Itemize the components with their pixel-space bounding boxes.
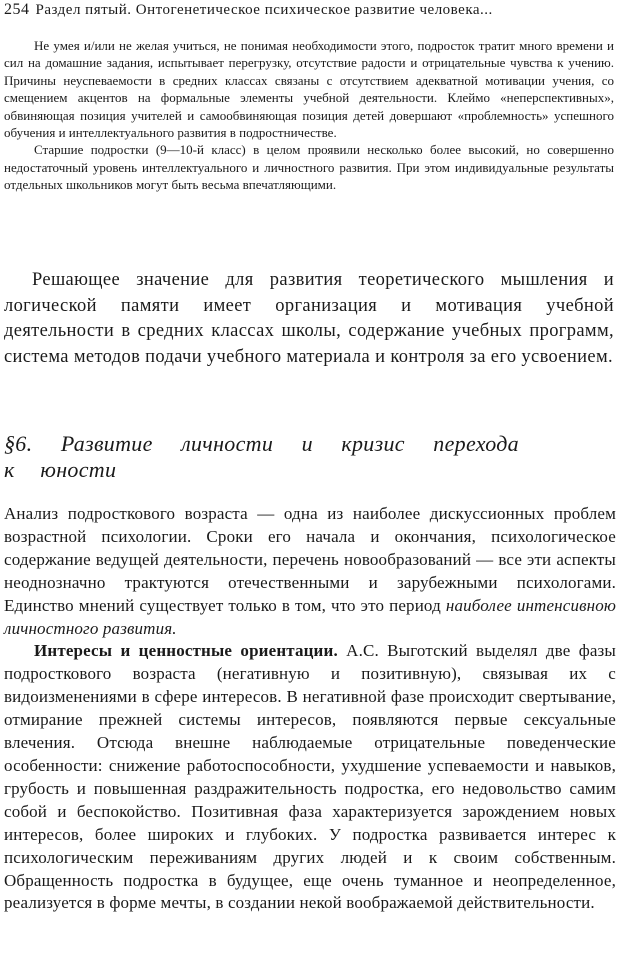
running-head xyxy=(4,1,616,19)
page-number: 254 xyxy=(4,1,30,18)
running-head-title: Раздел пятый. Онтогенетическое психическое развитие человека... xyxy=(35,2,493,18)
section-heading: §6. Развитие личности и кризис перехода к юности xyxy=(4,431,519,482)
body-paragraph-2 xyxy=(4,640,616,915)
body-paragraph-2-text: А.С. Выготский выделял две фазы подросткового возраста (негативную и позитивную), связывая их с видоизменениями в сфере интересов. В негативной фазе происходит свертывание, отмирание прежней системы интересов, появляются первые сексуальные влечения. Отсюда внешне наблюдаемые отрицательные поведенческие особенности: снижение работоспособности, ухудшение успеваемости и навыков, грубость и повышенная раздражительность подростка, его недовольство самим собой и беспокойство. Позитивная фаза характеризуется зарождением новых интересов, более широких и глубоких. У подростка развивается интерес к психологическим переживаниям других людей и к своим собственным. Обращенность подростка в будущее, еще очень туманное и неопределенное, реализуется в форме мечты, в создании некой воображаемой действительности. xyxy=(4,641,616,913)
summary-paragraph: Решающее значение для развития теоретического мышления и логической памяти имеет организация и мотивация учебной деятельности в средних классах школы, содержание учебных программ, система методов подачи учебного материала и контроля за его усвоением. xyxy=(4,270,614,367)
main-text xyxy=(4,503,616,915)
quoted-excerpt xyxy=(4,37,614,194)
quote-paragraph-1: Не умея и/или не желая учиться, не понимая необходимости этого, подросток тратит много времени и сил на домашние задания, испытывает перегрузку, отсутствие радости и отрицательные чувства к учению. Причины неуспеваемости в средних классах связаны с отсутствием адекватной мотивации учения, со смещением акцентов на формальные элементы учебной деятельности. Клеймо «неперспективных», обвиняющая позиция учителей и самообвиняющая позиция детей довершают «проблемность» успешного обучения и интеллектуального развития в подростничестве. xyxy=(4,38,614,141)
body-paragraph-1-text: Анализ подросткового возраста — одна из наиболее дискуссионных проблем возрастной психологии. Сроки его начала и окончания, психологическое содержание ведущей деятельности, перечень новообразований — все эти аспекты неоднозначно трактуются отечественными и зарубежными психологами. Единство мнений существует только в том, что это период xyxy=(4,504,616,615)
summary-paragraph-block xyxy=(4,268,614,370)
body-paragraph-1-emphasis: наиболее интенсивною личностного развития. xyxy=(4,595,616,638)
body-paragraph-1 xyxy=(4,503,616,640)
quote-paragraph-2: Старшие подростки (9—10-й класс) в целом проявили несколько более высокий, но совершенно недостаточный уровень интеллектуального и личностного развития. При этом индивидуальные результаты отдельных школьников могут быть весьма впечатляющими. xyxy=(4,142,614,193)
subsection-run-in-heading: Интересы и ценностные ориентации. xyxy=(34,641,338,661)
